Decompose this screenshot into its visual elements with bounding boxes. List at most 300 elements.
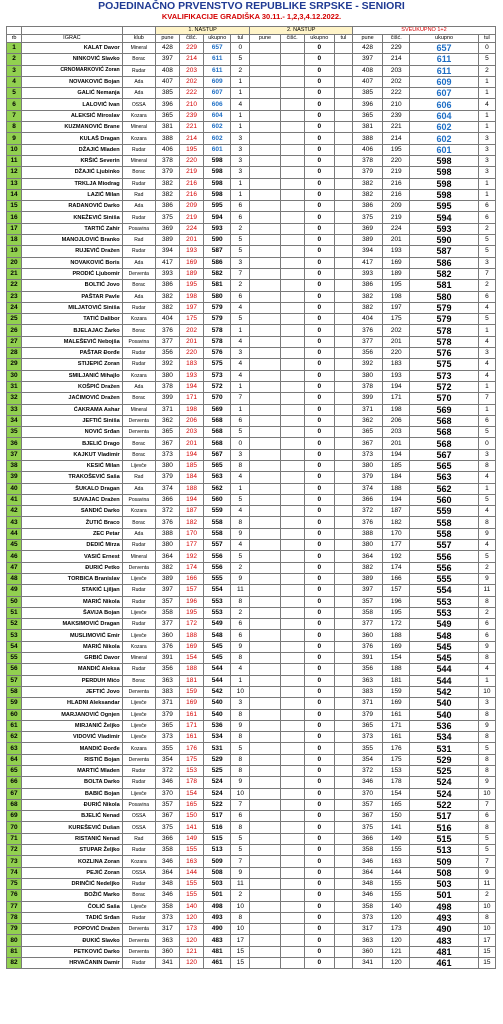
- total-pune: 358: [353, 845, 383, 856]
- rank-cell: 77: [7, 901, 22, 912]
- player-name: KESIĆ Milan: [22, 460, 123, 471]
- round2-tul: [334, 833, 352, 844]
- player-name: ŠUKALO Dragan: [22, 483, 123, 494]
- rank-cell: 42: [7, 506, 22, 517]
- total-tul: 1: [478, 483, 495, 494]
- round1-ukupno: 568: [204, 438, 231, 449]
- round2-ukupno: 0: [304, 709, 334, 720]
- round2-pune: [250, 856, 280, 867]
- player-name: STUPAR Željko: [22, 845, 123, 856]
- club-name: Kozara: [122, 743, 155, 754]
- round1-cisc: 141: [180, 822, 204, 833]
- total-pune: 382: [353, 189, 383, 200]
- club-name: Rudar: [122, 845, 155, 856]
- total-tul: 3: [478, 348, 495, 359]
- round2-tul: [334, 901, 352, 912]
- total-tul: 5: [478, 314, 495, 325]
- club-name: Borac: [122, 890, 155, 901]
- round1-cisc: 220: [180, 348, 204, 359]
- club-name: Borac: [122, 325, 155, 336]
- player-name: TORBICA Branislav: [22, 573, 123, 584]
- round1-tul: 5: [231, 845, 250, 856]
- rank-cell: 53: [7, 630, 22, 641]
- round1-tul: 5: [231, 314, 250, 325]
- player-name: PEJIĆ Zoran: [22, 867, 123, 878]
- total-tul: 8: [478, 596, 495, 607]
- round1-tul: 1: [231, 178, 250, 189]
- round2-pune: [250, 178, 280, 189]
- round1-tul: 4: [231, 540, 250, 551]
- round1-cisc: 174: [180, 562, 204, 573]
- total-ukupno: 579: [410, 314, 478, 325]
- round1-tul: 3: [231, 698, 250, 709]
- round1-ukupno: 563: [204, 472, 231, 483]
- total-tul: 9: [478, 573, 495, 584]
- round2-tul: [334, 528, 352, 539]
- player-name: MARIĆ Nikola: [22, 596, 123, 607]
- round2-ukupno: 0: [304, 901, 334, 912]
- total-tul: 5: [478, 494, 495, 505]
- round1-cisc: 120: [180, 912, 204, 923]
- club-name: Ada: [122, 291, 155, 302]
- total-ukupno: 557: [410, 540, 478, 551]
- col-rank: rb: [7, 35, 22, 43]
- player-name: MANDIĆ Đorđe: [22, 743, 123, 754]
- round2-pune: [250, 946, 280, 957]
- round2-cisc: [280, 912, 304, 923]
- total-pune: 383: [353, 686, 383, 697]
- round2-ukupno: 0: [304, 856, 334, 867]
- round2-ukupno: 0: [304, 867, 334, 878]
- round1-pune: 365: [155, 720, 179, 731]
- total-ukupno: 572: [410, 381, 478, 392]
- total-tul: 0: [478, 438, 495, 449]
- player-name: MARJANOVIĆ Ognjen: [22, 709, 123, 720]
- total-ukupno: 553: [410, 596, 478, 607]
- round1-tul: 8: [231, 653, 250, 664]
- table-row: [7, 348, 496, 359]
- round1-pune: 358: [155, 901, 179, 912]
- round2-ukupno: 0: [304, 235, 334, 246]
- round1-cisc: 198: [180, 404, 204, 415]
- club-name: Mineral: [122, 551, 155, 562]
- player-name: KALAT Davor: [22, 43, 123, 54]
- round2-pune: [250, 133, 280, 144]
- total-pune: 360: [353, 630, 383, 641]
- round1-cisc: 214: [180, 133, 204, 144]
- total-tul: 6: [478, 415, 495, 426]
- player-name: MANOJLOVIĆ Branko: [22, 235, 123, 246]
- round1-pune: 373: [155, 732, 179, 743]
- col-ukupno-total: ukupno: [410, 35, 478, 43]
- total-ukupno: 508: [410, 867, 478, 878]
- total-ukupno: 602: [410, 133, 478, 144]
- round1-ukupno: 576: [204, 348, 231, 359]
- rank-cell: 78: [7, 912, 22, 923]
- round2-cisc: [280, 924, 304, 935]
- player-name: PETKOVIĆ Darko: [22, 946, 123, 957]
- round1-ukupno: 598: [204, 167, 231, 178]
- table-row: [7, 777, 496, 788]
- table-row: [7, 246, 496, 257]
- total-ukupno: 579: [410, 302, 478, 313]
- total-tul: 10: [478, 686, 495, 697]
- total-pune: 377: [353, 619, 383, 630]
- table-row: [7, 867, 496, 878]
- total-tul: 3: [478, 155, 495, 166]
- round1-cisc: 171: [180, 720, 204, 731]
- round2-ukupno: 0: [304, 370, 334, 381]
- total-ukupno: 602: [410, 122, 478, 133]
- round1-pune: 377: [155, 336, 179, 347]
- total-cisc: 188: [383, 630, 410, 641]
- total-ukupno: 558: [410, 528, 478, 539]
- total-ukupno: 483: [410, 935, 478, 946]
- round2-pune: [250, 314, 280, 325]
- round1-tul: 11: [231, 878, 250, 889]
- player-name: BOŽIĆ Marko: [22, 890, 123, 901]
- round2-ukupno: 0: [304, 766, 334, 777]
- total-cisc: 140: [383, 901, 410, 912]
- round2-cisc: [280, 754, 304, 765]
- round1-cisc: 172: [180, 619, 204, 630]
- round1-ukupno: 522: [204, 799, 231, 810]
- round2-ukupno: 0: [304, 291, 334, 302]
- player-name: KAJKUT Vladimir: [22, 449, 123, 460]
- total-cisc: 163: [383, 856, 410, 867]
- total-ukupno: 554: [410, 585, 478, 596]
- club-name: Lijevče: [122, 573, 155, 584]
- total-tul: 0: [478, 43, 495, 54]
- club-name: Ada: [122, 528, 155, 539]
- total-pune: 341: [353, 958, 383, 969]
- round1-ukupno: 579: [204, 302, 231, 313]
- round2-cisc: [280, 144, 304, 155]
- rank-cell: 33: [7, 404, 22, 415]
- round1-pune: 363: [155, 675, 179, 686]
- player-name: MIRJANIĆ Željko: [22, 720, 123, 731]
- round2-tul: [334, 415, 352, 426]
- round1-pune: 369: [155, 223, 179, 234]
- total-tul: 1: [478, 76, 495, 87]
- round2-pune: [250, 348, 280, 359]
- table-row: [7, 65, 496, 76]
- rank-cell: 66: [7, 777, 22, 788]
- round2-tul: [334, 935, 352, 946]
- rank-cell: 7: [7, 110, 22, 121]
- round2-cisc: [280, 573, 304, 584]
- round2-pune: [250, 325, 280, 336]
- col-cisc-2: čišć.: [280, 35, 304, 43]
- club-name: Kozara: [122, 314, 155, 325]
- round2-pune: [250, 867, 280, 878]
- round2-ukupno: 0: [304, 935, 334, 946]
- round2-tul: [334, 178, 352, 189]
- club-name: Ada: [122, 257, 155, 268]
- round2-cisc: [280, 155, 304, 166]
- round1-pune: 373: [155, 449, 179, 460]
- total-ukupno: 594: [410, 212, 478, 223]
- round1-cisc: 187: [180, 506, 204, 517]
- player-name: DŽAJIĆ Mladen: [22, 144, 123, 155]
- club-name: Lijevče: [122, 788, 155, 799]
- club-name: Rudar: [122, 664, 155, 675]
- round2-tul: [334, 890, 352, 901]
- round2-pune: [250, 302, 280, 313]
- club-name: Derventa: [122, 415, 155, 426]
- round2-ukupno: 0: [304, 822, 334, 833]
- round1-tul: 9: [231, 641, 250, 652]
- total-pune: 380: [353, 370, 383, 381]
- player-name: MARTIĆ Mladen: [22, 766, 123, 777]
- round1-tul: 7: [231, 393, 250, 404]
- total-ukupno: 611: [410, 65, 478, 76]
- round2-tul: [334, 235, 352, 246]
- round2-cisc: [280, 607, 304, 618]
- round2-cisc: [280, 99, 304, 110]
- total-ukupno: 553: [410, 607, 478, 618]
- total-cisc: 155: [383, 890, 410, 901]
- player-name: BOLTIĆ Jovo: [22, 280, 123, 291]
- round2-ukupno: 0: [304, 189, 334, 200]
- player-name: VIDOVIĆ Vladimir: [22, 732, 123, 743]
- club-name: Ada: [122, 381, 155, 392]
- round1-tul: 0: [231, 438, 250, 449]
- total-cisc: 169: [383, 698, 410, 709]
- rank-cell: 27: [7, 336, 22, 347]
- round2-ukupno: 0: [304, 325, 334, 336]
- round2-tul: [334, 709, 352, 720]
- round1-ukupno: 517: [204, 811, 231, 822]
- round1-ukupno: 586: [204, 257, 231, 268]
- round1-pune: 372: [155, 766, 179, 777]
- total-pune: 372: [353, 766, 383, 777]
- total-ukupno: 609: [410, 76, 478, 87]
- round2-ukupno: 0: [304, 551, 334, 562]
- total-ukupno: 524: [410, 777, 478, 788]
- round1-pune: 373: [155, 912, 179, 923]
- round2-pune: [250, 88, 280, 99]
- total-ukupno: 529: [410, 754, 478, 765]
- table-row: [7, 878, 496, 889]
- round2-cisc: [280, 167, 304, 178]
- total-tul: 5: [478, 427, 495, 438]
- total-cisc: 202: [383, 76, 410, 87]
- round1-tul: 2: [231, 280, 250, 291]
- total-pune: 406: [353, 144, 383, 155]
- round1-pune: 391: [155, 653, 179, 664]
- round1-cisc: 220: [180, 155, 204, 166]
- round1-tul: 10: [231, 686, 250, 697]
- round1-pune: 378: [155, 381, 179, 392]
- round1-ukupno: 595: [204, 201, 231, 212]
- round2-tul: [334, 811, 352, 822]
- round1-cisc: 202: [180, 76, 204, 87]
- table-row: [7, 935, 496, 946]
- club-name: Posavina: [122, 223, 155, 234]
- round2-pune: [250, 833, 280, 844]
- player-name: BJELAJAC Žarko: [22, 325, 123, 336]
- round2-tul: [334, 856, 352, 867]
- round1-ukupno: 568: [204, 427, 231, 438]
- total-tul: 8: [478, 766, 495, 777]
- club-name: Borac: [122, 449, 155, 460]
- round1-ukupno: 598: [204, 178, 231, 189]
- total-pune: 375: [353, 822, 383, 833]
- round2-cisc: [280, 686, 304, 697]
- round1-ukupno: 554: [204, 585, 231, 596]
- round1-pune: 363: [155, 935, 179, 946]
- round2-cisc: [280, 235, 304, 246]
- round1-tul: 1: [231, 189, 250, 200]
- round1-ukupno: 657: [204, 43, 231, 54]
- round2-tul: [334, 155, 352, 166]
- total-ukupno: 515: [410, 833, 478, 844]
- round2-cisc: [280, 133, 304, 144]
- rank-cell: 36: [7, 438, 22, 449]
- total-cisc: 176: [383, 743, 410, 754]
- total-pune: 371: [353, 404, 383, 415]
- round2-pune: [250, 246, 280, 257]
- total-pune: 376: [353, 641, 383, 652]
- player-name: MILJATOVIĆ Siniša: [22, 302, 123, 313]
- round1-ukupno: 525: [204, 766, 231, 777]
- page-subtitle: KVALIFIKACIJE GRADIŠKA 30.11.- 1,2,3,4.12.2022.: [161, 12, 342, 21]
- round1-ukupno: 570: [204, 393, 231, 404]
- rank-cell: 20: [7, 257, 22, 268]
- total-pune: 358: [353, 901, 383, 912]
- club-name: Mineral: [122, 122, 155, 133]
- round1-ukupno: 572: [204, 381, 231, 392]
- rank-cell: 10: [7, 144, 22, 155]
- round1-cisc: 161: [180, 709, 204, 720]
- player-name: MARIĆ Nikola: [22, 641, 123, 652]
- round2-cisc: [280, 314, 304, 325]
- round2-cisc: [280, 257, 304, 268]
- round2-cisc: [280, 472, 304, 483]
- round2-pune: [250, 958, 280, 969]
- total-cisc: 120: [383, 912, 410, 923]
- round1-ukupno: 545: [204, 653, 231, 664]
- round1-header: 1. NASTUP: [155, 27, 250, 35]
- round2-pune: [250, 336, 280, 347]
- round2-tul: [334, 641, 352, 652]
- total-cisc: 177: [383, 540, 410, 551]
- club-name: Rudar: [122, 596, 155, 607]
- round2-ukupno: 0: [304, 596, 334, 607]
- round1-pune: 380: [155, 540, 179, 551]
- round1-pune: 360: [155, 946, 179, 957]
- round2-cisc: [280, 110, 304, 121]
- round2-ukupno: 0: [304, 201, 334, 212]
- round2-ukupno: 0: [304, 54, 334, 65]
- round1-pune: 378: [155, 155, 179, 166]
- round2-tul: [334, 619, 352, 630]
- total-pune: 376: [353, 517, 383, 528]
- round2-ukupno: 0: [304, 788, 334, 799]
- rank-cell: 81: [7, 946, 22, 957]
- rank-cell: 22: [7, 280, 22, 291]
- round2-pune: [250, 223, 280, 234]
- round2-header: 2. NASTUP: [250, 27, 353, 35]
- round1-ukupno: 553: [204, 596, 231, 607]
- club-name: Posavina: [122, 494, 155, 505]
- total-ukupno: 595: [410, 201, 478, 212]
- total-tul: 7: [478, 268, 495, 279]
- round1-tul: 1: [231, 675, 250, 686]
- total-pune: 370: [353, 788, 383, 799]
- round2-tul: [334, 325, 352, 336]
- total-tul: 8: [478, 517, 495, 528]
- round2-cisc: [280, 833, 304, 844]
- player-name: RUJEVIĆ Dražen: [22, 246, 123, 257]
- club-name: Borac: [122, 54, 155, 65]
- player-name: RISTANIĆ Nenad: [22, 833, 123, 844]
- player-name: SUVAJAC Dražen: [22, 494, 123, 505]
- rank-cell: 75: [7, 878, 22, 889]
- total-tul: 15: [478, 946, 495, 957]
- round2-cisc: [280, 302, 304, 313]
- round1-pune: 355: [155, 743, 179, 754]
- round1-ukupno: 529: [204, 754, 231, 765]
- round1-tul: 2: [231, 562, 250, 573]
- round1-cisc: 193: [180, 370, 204, 381]
- round1-pune: 358: [155, 607, 179, 618]
- total-tul: 8: [478, 709, 495, 720]
- total-cisc: 229: [383, 43, 410, 54]
- round1-tul: 17: [231, 935, 250, 946]
- total-pune: 364: [353, 867, 383, 878]
- round2-pune: [250, 585, 280, 596]
- total-pune: 374: [353, 483, 383, 494]
- rank-cell: 21: [7, 268, 22, 279]
- total-pune: 391: [353, 653, 383, 664]
- round2-tul: [334, 912, 352, 923]
- round2-pune: [250, 167, 280, 178]
- round1-pune: 392: [155, 359, 179, 370]
- round2-ukupno: 0: [304, 438, 334, 449]
- total-cisc: 171: [383, 393, 410, 404]
- total-pune: 365: [353, 720, 383, 731]
- total-tul: 5: [478, 845, 495, 856]
- total-ukupno: 544: [410, 664, 478, 675]
- total-cisc: 175: [383, 314, 410, 325]
- rank-cell: 59: [7, 698, 22, 709]
- round1-tul: 10: [231, 788, 250, 799]
- round2-ukupno: 0: [304, 573, 334, 584]
- total-ukupno: 582: [410, 268, 478, 279]
- rank-cell: 14: [7, 189, 22, 200]
- total-pune: 355: [353, 743, 383, 754]
- player-name: POPOVIĆ Dražen: [22, 924, 123, 935]
- round2-cisc: [280, 280, 304, 291]
- table-row: [7, 822, 496, 833]
- total-pune: 396: [353, 99, 383, 110]
- club-name: Rad: [122, 189, 155, 200]
- club-name: Lijevče: [122, 630, 155, 641]
- rank-cell: 44: [7, 528, 22, 539]
- total-ukupno: 593: [410, 223, 478, 234]
- rank-cell: 37: [7, 449, 22, 460]
- round2-ukupno: 0: [304, 280, 334, 291]
- round1-cisc: 155: [180, 890, 204, 901]
- total-ukupno: 580: [410, 291, 478, 302]
- round1-ukupno: 558: [204, 528, 231, 539]
- round2-tul: [334, 607, 352, 618]
- total-tul: 9: [478, 641, 495, 652]
- total-tul: 5: [478, 743, 495, 754]
- total-ukupno: 562: [410, 483, 478, 494]
